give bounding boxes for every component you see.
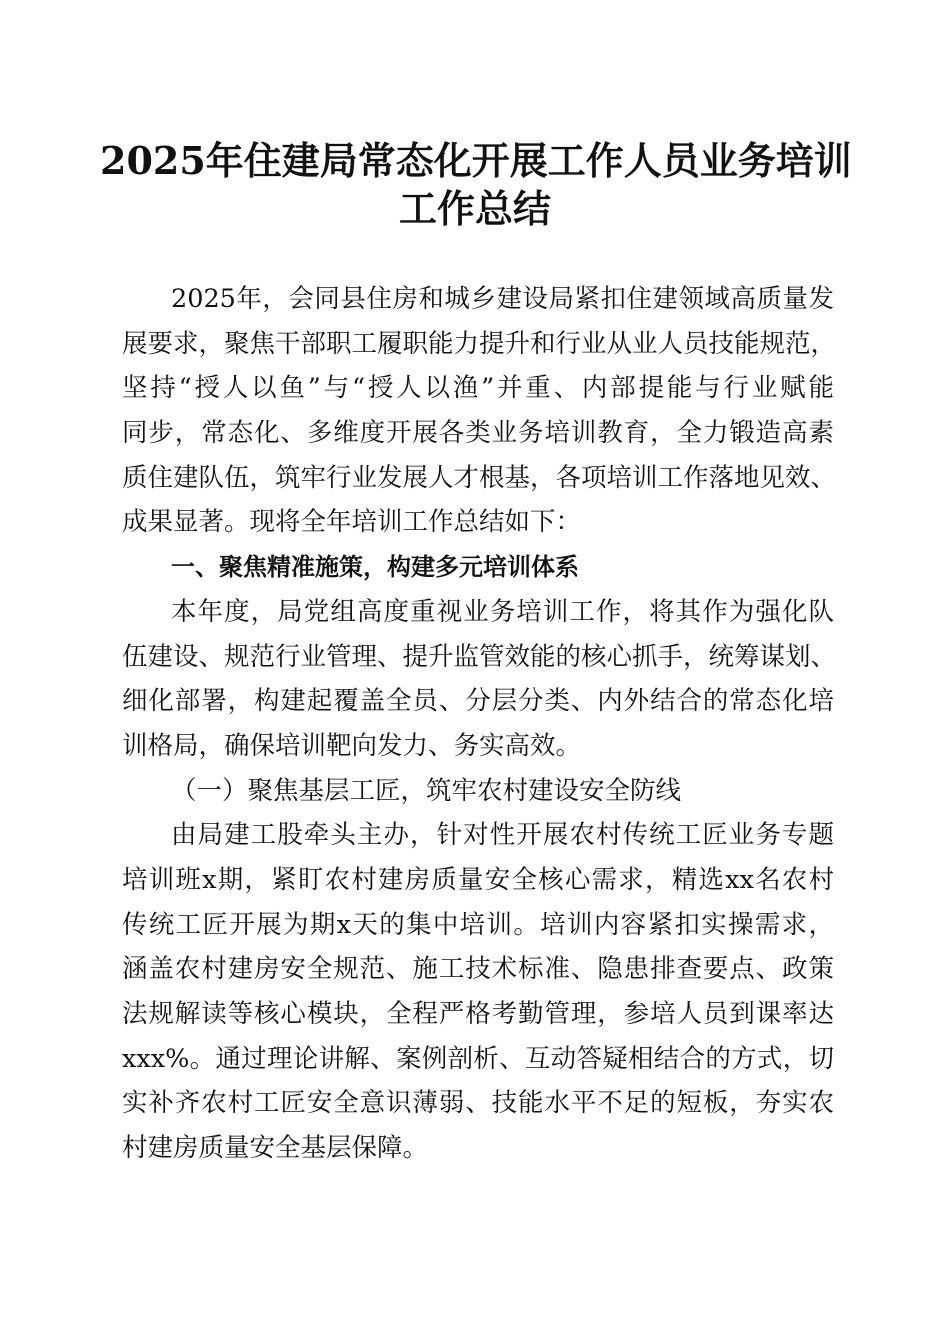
document-title-line-1: 2025年住建局常态化开展工作人员业务培训	[100, 138, 852, 183]
section-heading-1: 一、聚焦精准施策，构建多元培训体系	[171, 553, 579, 582]
text-line: 成果显著。现将全年培训工作总结如下：	[122, 507, 582, 538]
text-line: 同步，常态化、多维度开展各类业务培训教育，全力锻造高素	[122, 418, 834, 449]
text-line: 本年度，局党组高度重视业务培训工作，将其作为强化队	[171, 596, 834, 627]
text-line: 坚持“授人以鱼”与“授人以渔”并重、内部提能与行业赋能	[122, 373, 834, 404]
text-line: 涵盖农村建房安全规范、施工技术标准、隐患排查要点、政策	[122, 954, 834, 985]
text-line: 展要求，聚焦干部职工履职能力提升和行业从业人员技能规范，	[122, 328, 837, 359]
text-line: 村建房质量安全基层保障。	[122, 1133, 429, 1164]
text-line: 由局建工股牵头主办，针对性开展农村传统工匠业务专题	[171, 820, 834, 851]
text-line: 实补齐农村工匠安全意识薄弱、技能水平不足的短板，夯实农	[122, 1088, 834, 1119]
paragraph-intro	[122, 277, 837, 545]
text-line: 质住建队伍，筑牢行业发展人才根基，各项培训工作落地见效、	[122, 462, 837, 493]
text-line: 训格局，确保培训靶向发力、务实高效。	[122, 730, 582, 761]
paragraph-section-1	[122, 590, 837, 769]
document-title-line-2: 工作总结	[398, 186, 551, 231]
document-body	[122, 277, 837, 1171]
paragraph-subsection-1	[122, 813, 834, 1171]
text-line: 2025年，会同县住房和城乡建设局紧扣住建领域高质量发	[171, 284, 834, 314]
text-line: 培训班x期，紧盯农村建房质量安全核心需求，精选xx名农村	[122, 864, 834, 895]
subsection-heading-1: （一）聚焦基层工匠，筑牢农村建设安全防线	[171, 775, 682, 806]
text-line: 法规解读等核心模块，全程严格考勤管理，参培人员到课率达	[122, 999, 834, 1029]
text-line: 传统工匠开展为期x天的集中培训。培训内容紧扣实操需求，	[122, 909, 834, 940]
text-line: 伍建设、规范行业管理、提升监管效能的核心抓手，统筹谋划、	[122, 641, 837, 672]
text-line: xxx%。通过理论讲解、案例剖析、互动答疑相结合的方式，切	[122, 1043, 834, 1074]
text-line: 细化部署，构建起覆盖全员、分层分类、内外结合的常态化培	[122, 686, 834, 717]
